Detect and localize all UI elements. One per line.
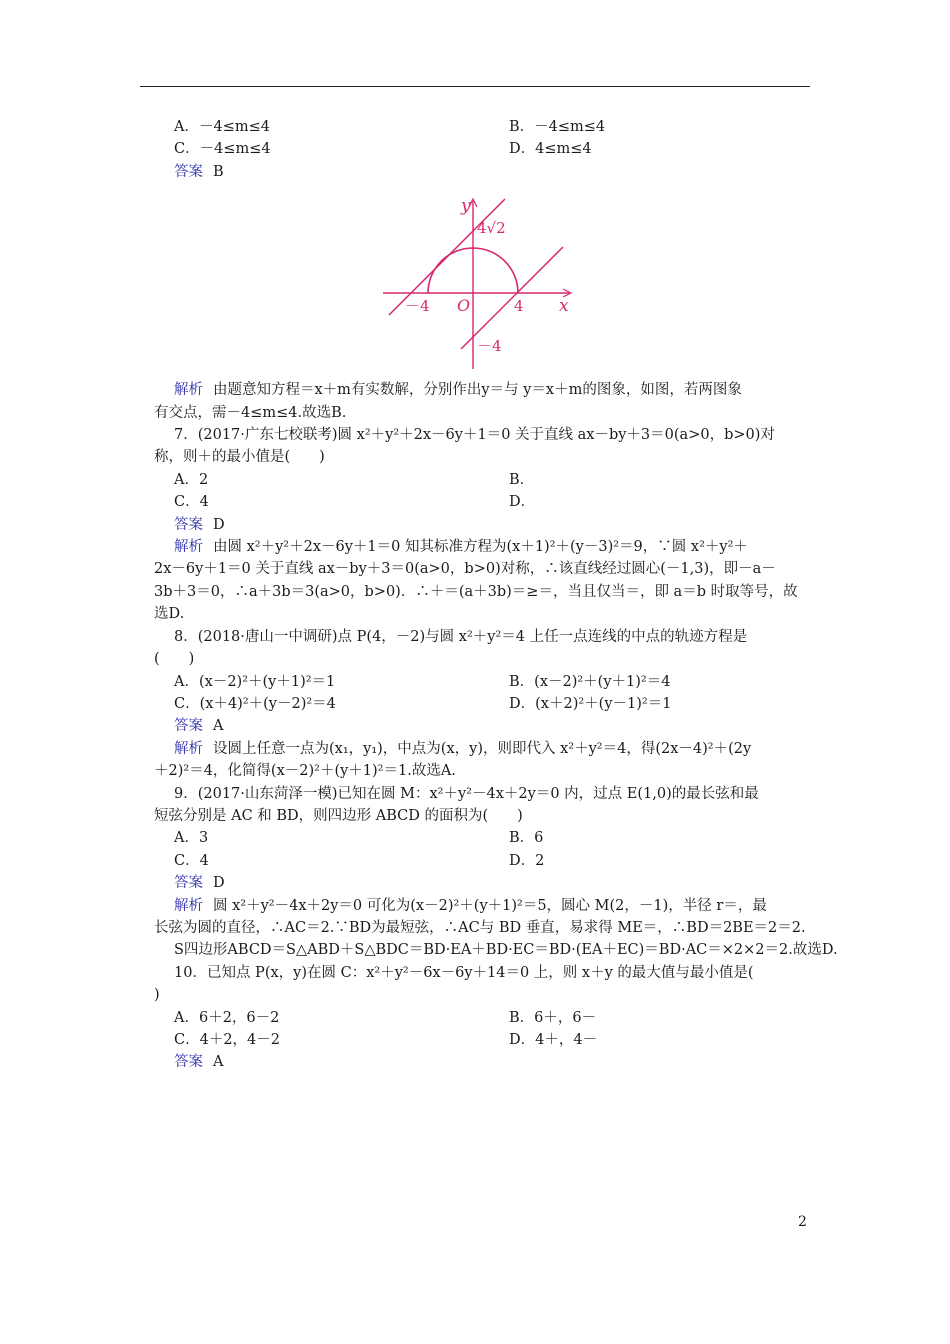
- q9-stem-line1: 9．(2017·山东菏泽一模)已知在圆 M：x²＋y²－4x＋2y＝0 内，过点 E(1,0)的最长弦和最: [174, 785, 759, 802]
- q6-figure: [154, 187, 814, 373]
- q7-options-row1: [154, 469, 814, 491]
- q7-option-c: C．4: [174, 494, 209, 511]
- q6-option-c: C．－4≤m≤4: [174, 141, 271, 158]
- q10-option-c: C．4＋2，4－2: [174, 1032, 281, 1048]
- q10-stem-line2: ): [154, 987, 160, 1004]
- q7-analysis-line3: 3b＋3＝0，∴a＋3b＝3(a>0，b>0)．∴＋＝(a＋3b)＝≥＝，当且仅当＝，即 a＝b 时取等号，故: [154, 583, 798, 600]
- page-number: 2: [798, 1214, 807, 1230]
- q7-options-row2: [154, 491, 814, 513]
- q6-option-d: D．4≤m≤4: [509, 141, 592, 158]
- q7-analysis-line1: 解析 由圆 x²＋y²＋2x－6y＋1＝0 知其标准方程为(x＋1)²＋(y－3)²＝9，∵圆 x²＋y²＋: [174, 539, 748, 556]
- q7-answer: 答案 D: [174, 516, 225, 533]
- q7-option-b: B．: [509, 471, 535, 488]
- header-rule: [140, 86, 810, 87]
- q9-option-a: A．3: [174, 830, 209, 847]
- q10-options-row1: [154, 1007, 814, 1029]
- lower-line: [461, 247, 563, 349]
- q8-options-row1: [154, 671, 814, 693]
- q9-options-row1: [154, 827, 814, 849]
- q9-analysis-line2: 长弦为圆的直径，∴AC＝2.∵BD为最短弦，∴AC与 BD 垂直，易求得 ME＝，∴BD＝2BE＝2＝2.: [154, 919, 806, 936]
- origin-label: O: [457, 296, 471, 316]
- q10-options-row2: [154, 1029, 814, 1051]
- q7-option-d: D．: [509, 494, 536, 511]
- q9-option-c: C．4: [174, 852, 209, 869]
- q10-answer: 答案 A: [174, 1054, 224, 1071]
- q6-options-row1: [154, 116, 814, 138]
- q8-analysis-line2: ＋2)²＝4，化简得(x－2)²＋(y＋1)²＝1.故选A.: [154, 763, 456, 780]
- q6-graph: [377, 187, 591, 373]
- x-4-label: 4: [514, 297, 524, 316]
- x-neg4-label: －4: [405, 297, 430, 316]
- q7-stem-line1: 7．(2017·广东七校联考)圆 x²＋y²＋2x－6y＋1＝0 关于直线 ax－by＋3＝0(a>0，b>0)对: [174, 427, 775, 444]
- q8-stem-line1: 8．(2018·唐山一中调研)点 P(4，－2)与圆 x²＋y²＝4 上任一点连线的中点的轨迹方程是: [174, 628, 748, 645]
- q10-option-a: A．6＋2，6－2: [174, 1009, 280, 1026]
- y-neg4-label: －4: [477, 337, 502, 356]
- q9-stem-line2: 短弦分别是 AC 和 BD，则四边形 ABCD 的面积为( ): [154, 807, 523, 824]
- q6-options-row2: [154, 138, 814, 160]
- q9-answer: 答案 D: [174, 875, 225, 892]
- q9-analysis-line1: 解析 圆 x²＋y²－4x＋2y＝0 可化为(x－2)²＋(y＋1)²＝5，圆心 M(2，－1)，半径 r＝，最: [174, 897, 767, 914]
- q9-option-d: D．2: [509, 852, 545, 869]
- q6-option-a: A．－4≤m≤4: [174, 119, 270, 135]
- q8-option-d: D．(x＋2)²＋(y－1)²＝1: [509, 695, 672, 712]
- q8-stem-line2: ( ): [154, 651, 195, 668]
- q9-options-row2: [154, 850, 814, 872]
- axis-y-label: y: [461, 196, 471, 217]
- top-intercept-label: 4√2: [477, 219, 506, 238]
- q6-analysis-line1: 解析 由题意知方程＝x＋m有实数解，分别作出y＝与 y＝x＋m的图象，如图，若两图象: [174, 382, 742, 399]
- q9-analysis-line3: S四边形ABCD＝S△ABD＋S△BDC＝BD·EA＋BD·EC＝BD·(EA＋EC)＝BD·AC＝×2×2＝2.故选D.: [174, 942, 838, 959]
- q7-option-a: A．2: [174, 471, 209, 488]
- axis-x-label: x: [559, 296, 569, 317]
- q8-option-b: B．(x－2)²＋(y＋1)²＝4: [509, 673, 671, 690]
- q10-option-d: D．4＋，4－: [509, 1032, 598, 1048]
- q6-answer: 答案 B: [174, 163, 224, 180]
- q7-analysis-line2: 2x－6y＋1＝0 关于直线 ax－by＋3＝0(a>0，b>0)对称，∴该直线经过圆心(－1,3)，即－a－: [154, 561, 776, 578]
- q9-option-b: B．6: [509, 830, 544, 847]
- q6-analysis: [154, 379, 814, 401]
- q8-option-a: A．(x－2)²＋(y＋1)²＝1: [174, 673, 336, 690]
- q6-option-b: B．－4≤m≤4: [509, 119, 606, 135]
- q8-answer: 答案 A: [174, 718, 224, 735]
- q10-stem-line1: 10．已知点 P(x，y)在圆 C：x²＋y²－6x－6y＋14＝0 上，则 x＋y 的最大值与最小值是(: [174, 964, 754, 981]
- page-content: [154, 116, 838, 1074]
- q7-analysis-line4: 选D.: [154, 606, 185, 623]
- q10-option-b: B．6＋，6－: [509, 1009, 597, 1026]
- q8-analysis-line1: 解析 设圆上任意一点为(x₁，y₁)，中点为(x，y)，则即代入 x²＋y²＝4，得(2x－4)²＋(2y: [174, 740, 752, 757]
- q8-option-c: C．(x＋4)²＋(y－2)²＝4: [174, 695, 336, 712]
- q8-options-row2: [154, 693, 814, 715]
- q6-analysis-line2: 有交点，需－4≤m≤4.故选B.: [154, 404, 347, 421]
- q7-stem-line2: 称，则＋的最小值是( ): [154, 449, 325, 466]
